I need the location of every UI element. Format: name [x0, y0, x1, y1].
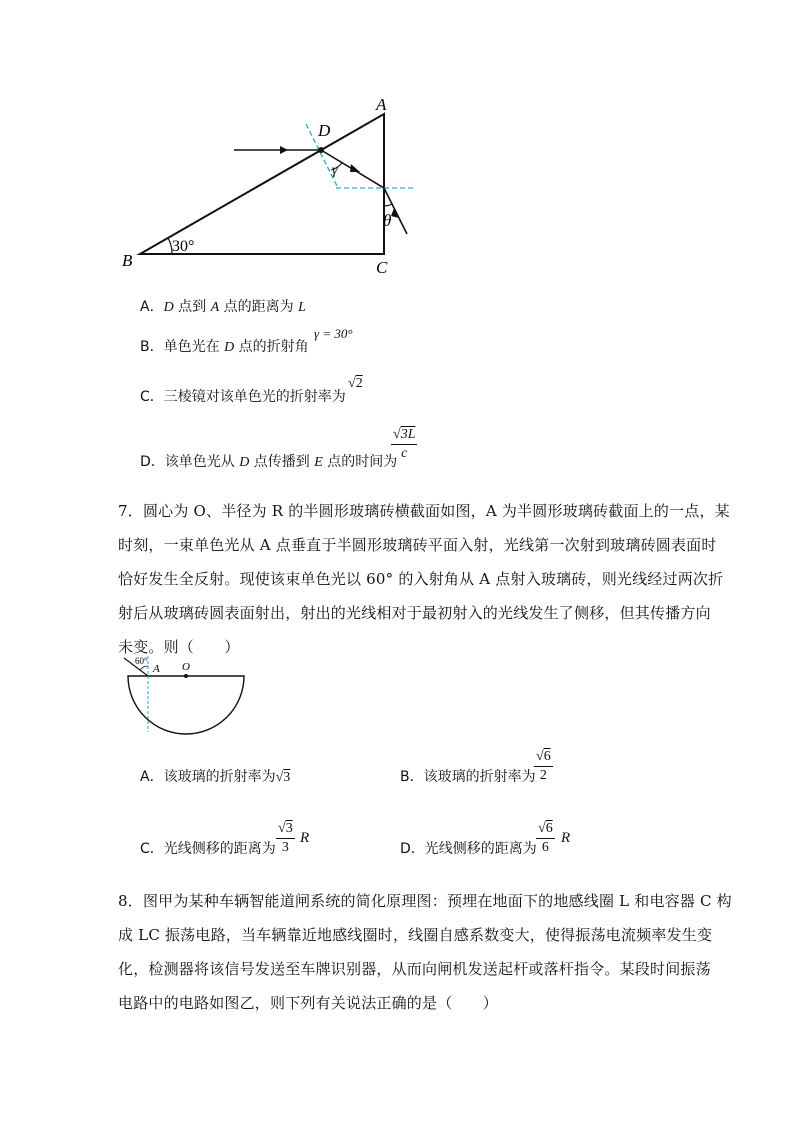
question-7-text: 7．圆心为 O、半径为 R 的半圆形玻璃砖横截面如图，A 为半圆形玻璃砖截面上的一点，某 时刻，一束单色光从 A 点垂直于半圆形玻璃砖平面入射，光线第一次射到玻璃砖圆表面时 恰好发生全反射。现使该束单色光以 60° 的入射角从 A 点射入玻璃砖，则光线经过两次折 射后从玻璃砖圆表面射出，射出的光线相对于最初射入的光线发生了侧移，但其传播方向 未变。则（ ）	[118, 502, 730, 656]
label-angle-b: 30°	[172, 238, 195, 255]
label-theta: θ	[383, 211, 392, 230]
semicircle-glass	[128, 676, 244, 734]
option-6b-formula: γ = 30°	[314, 326, 353, 341]
option-7a[interactable]: A．该玻璃的折射率为√3	[140, 769, 291, 785]
option-7b[interactable]: B．该玻璃的折射率为	[400, 769, 536, 785]
option-7d-r: R	[561, 830, 571, 846]
label-b: B	[122, 251, 133, 270]
prism-figure	[110, 90, 430, 280]
option-6a[interactable]: A．D 点到 A 点的距离为 L	[140, 299, 306, 315]
label-angle-60: 60°	[135, 656, 148, 666]
option-7c[interactable]: C．光线侧移的距离为	[140, 841, 276, 857]
option-7d-fraction: $\frac{√6}{6}$	[538, 821, 553, 855]
point-d	[318, 147, 324, 153]
label-a: A	[153, 663, 160, 675]
option-6c[interactable]: C．三棱镜对该单色光的折射率为	[140, 389, 346, 405]
option-7c-r: R	[300, 830, 310, 846]
option-6d[interactable]: D．该单色光从 D 点传播到 E 点的时间为	[140, 454, 398, 470]
semicircle-figure	[118, 650, 258, 742]
label-a: A	[376, 95, 387, 114]
angle-arc-theta	[384, 204, 392, 206]
arrow-icon	[280, 146, 288, 154]
angle-arc-60	[140, 666, 148, 670]
option-7d[interactable]: D．光线侧移的距离为	[400, 841, 537, 857]
prism-triangle	[140, 114, 384, 254]
label-c: C	[376, 258, 388, 277]
option-6d-fraction: $\frac{√3L}{c}$	[393, 427, 416, 461]
label-d: D	[318, 121, 331, 140]
label-gamma: γ	[332, 163, 338, 178]
option-6b[interactable]: B．单色光在 D 点的折射角	[140, 339, 309, 355]
point-o	[184, 674, 188, 678]
option-7c-fraction: $\frac{√3}{3}$	[278, 821, 293, 855]
arrow-icon	[350, 164, 360, 172]
label-o: O	[182, 661, 190, 673]
question-8-text: 8．图甲为某种车辆智能道闸系统的简化原理图：预埋在地面下的地感线圈 L 和电容器 C 构 成 LC 振荡电路，当车辆靠近地感线圈时，线圈自感系数变大，使得振荡电流频率发生变 化，检测器将该信号发送至车牌识别器，从而向闸机发送起杆或落杆指令。某段时间振荡 电路中的电路如图乙，则下列有关说法正确的是（ ）	[118, 892, 732, 1012]
option-6c-value: √2	[348, 376, 363, 391]
option-7b-fraction: $\frac{√6}{2}$	[536, 749, 551, 783]
